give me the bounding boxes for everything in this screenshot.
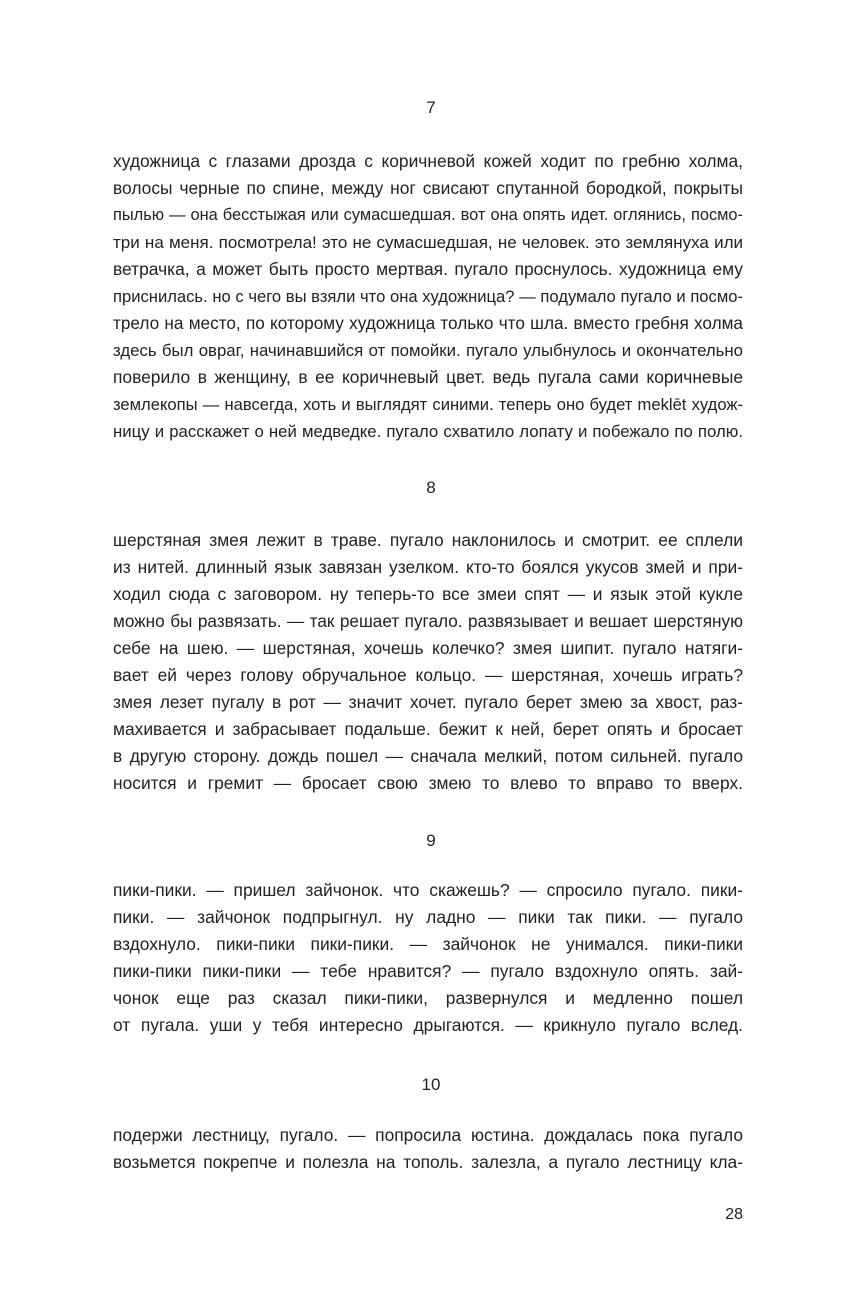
text-line: вает ей через голову обручальное кольцо. — шерстяная, хочешь играть?: [113, 665, 743, 685]
text-line: махивается и забрасывает подальше. бежит к ней, берет опять и бросает: [113, 719, 743, 739]
section-number: 7: [426, 98, 436, 117]
page-number: 28: [725, 1206, 743, 1223]
text-line: себе на шею. — шерстяная, хочешь колечко? змея шипит. пугало натяги-: [113, 638, 743, 658]
text-line: носится и гремит — бросает свою змею то влево то вправо то вверх.: [113, 773, 743, 793]
text-line: шерстяная змея лежит в траве. пугало наклонилось и смотрит. ее сплели: [113, 530, 743, 550]
text-line: ницу и расскажет о ней медведке. пугало схватило лопату и побежало по полю.: [113, 422, 743, 441]
text-line: три на меня. посмотрела! это не сумасшедшая, не человек. это землянуха или: [113, 233, 743, 252]
section-number: 8: [426, 478, 436, 497]
paragraph: [113, 877, 743, 1039]
section-number: 9: [426, 831, 436, 850]
text-line: из нитей. длинный язык завязан узелком. кто-то боялся укусов змей и при-: [113, 557, 743, 577]
text-line: пики. — зайчонок подпрыгнул. ну ладно — пики так пики. — пугало: [113, 907, 743, 927]
text-line: ходил сюда с заговором. ну теперь-то все змеи спят — и язык этой кукле: [113, 584, 743, 604]
text-line: вздохнуло. пики-пики пики-пики. — зайчонок не унимался. пики-пики: [113, 934, 743, 954]
text-line: поверило в женщину, в ее коричневый цвет. ведь пугала сами коричневые: [113, 367, 743, 387]
text-line: в другую сторону. дождь пошел — сначала мелкий, потом сильней. пугало: [113, 746, 743, 766]
text-line: пылью — она бесстыжая или сумасшедшая. вот она опять идет. оглянись, посмо-: [113, 206, 743, 224]
paragraph: [113, 148, 743, 445]
text-line: землекопы — навсегда, хоть и выглядят синими. теперь оно будет meklēt худож-: [113, 395, 743, 414]
text-line: змея лезет пугалу в рот — значит хочет. пугало берет змею за хвост, раз-: [113, 692, 743, 712]
text-line: приснилась. но с чего вы взяли что она художница? — подумало пугало и посмо-: [113, 287, 743, 306]
text-line: ветрачка, а может быть просто мертвая. пугало проснулось. художница ему: [113, 259, 743, 279]
section-number: 10: [421, 1075, 441, 1094]
text-line: чонок еще раз сказал пики-пики, развернулся и медленно пошел: [113, 988, 743, 1008]
text-line: можно бы развязать. — так решает пугало. развязывает и вешает шерстяную: [113, 611, 743, 631]
text-line: трело на место, по которому художница только что шла. вместо гребня холма: [113, 313, 743, 333]
text-line: волосы черные по спине, между ног свисают спутанной бородкой, покрыты: [113, 178, 743, 198]
text-line: подержи лестницу, пугало. — попросила юстина. дождалась пока пугало: [113, 1125, 743, 1145]
text-line: художница с глазами дрозда с коричневой кожей ходит по гребню холма,: [113, 151, 743, 171]
text-line: возьмется покрепче и полезла на тополь. залезла, а пугало лестницу кла-: [113, 1152, 743, 1172]
text-line: здесь был овраг, начинавшийся от помойки. пугало улыбнулось и окончательно: [113, 341, 743, 360]
text-line: пики-пики пики-пики — тебе нравится? — пугало вздохнуло опять. зай-: [113, 961, 743, 981]
text-line: от пугала. уши у тебя интересно дрыгаются. — крикнуло пугало вслед.: [113, 1015, 743, 1035]
text-line: пики-пики. — пришел зайчонок. что скажешь? — спросило пугало. пики-: [113, 880, 743, 900]
paragraph: [113, 1122, 743, 1176]
paragraph: [113, 527, 743, 797]
